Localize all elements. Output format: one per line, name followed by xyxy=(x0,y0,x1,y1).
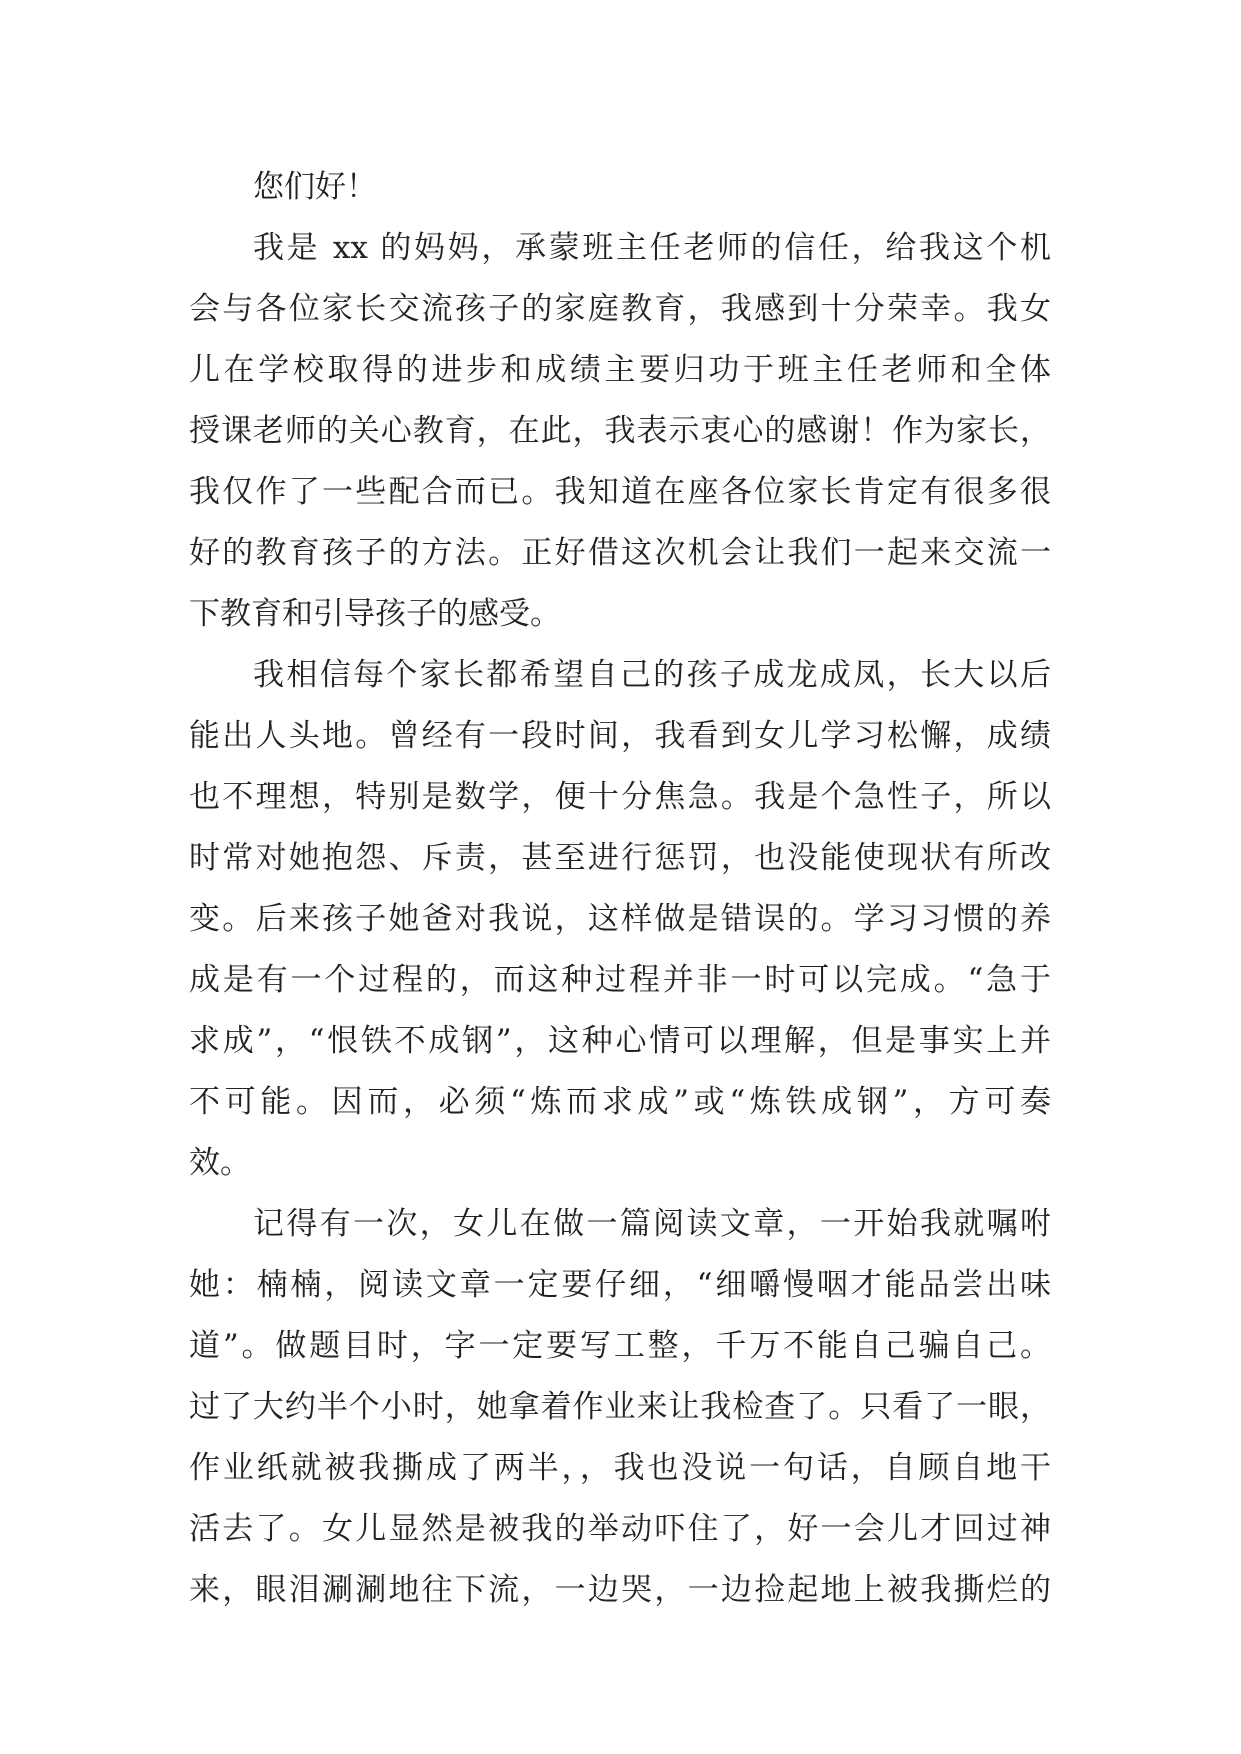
greeting-line: 您们好！ xyxy=(253,169,377,205)
paragraph-3-line: 道”。做题目时，字一定要写工整，千万不能自己骗自己。 xyxy=(189,1328,1051,1364)
paragraph-1-line: 下教育和引导孩子的感受。 xyxy=(189,596,561,632)
paragraph-2-line: 时常对她抱怨、斥责，甚至进行惩罚，也没能使现状有所改 xyxy=(189,840,1051,876)
paragraph-1-line: 会与各位家长交流孩子的家庭教育，我感到十分荣幸。我女 xyxy=(189,291,1051,327)
paragraph-1-line: 授课老师的关心教育，在此，我表示衷心的感谢！作为家长， xyxy=(189,413,1051,449)
paragraph-2-line: 成是有一个过程的，而这种过程并非一时可以完成。“急于 xyxy=(189,962,1051,998)
paragraph-2-line: 求成”，“恨铁不成钢”，这种心情可以理解，但是事实上并 xyxy=(189,1023,1051,1059)
paragraph-3-line: 她：楠楠，阅读文章一定要仔细，“细嚼慢咽才能品尝出味 xyxy=(189,1267,1051,1303)
paragraph-2-line: 能出人头地。曾经有一段时间，我看到女儿学习松懈，成绩 xyxy=(189,718,1051,754)
paragraph-2-line: 效。 xyxy=(189,1145,251,1181)
paragraph-2-line: 变。后来孩子她爸对我说，这样做是错误的。学习习惯的养 xyxy=(189,901,1051,937)
paragraph-1-line: 儿在学校取得的进步和成绩主要归功于班主任老师和全体 xyxy=(189,352,1051,388)
paragraph-1-line: 我是 xx 的妈妈，承蒙班主任老师的信任，给我这个机 xyxy=(253,230,1051,266)
paragraph-3-line: 作业纸就被我撕成了两半，，我也没说一句话，自顾自地干 xyxy=(189,1450,1051,1486)
paragraph-2-line: 不可能。因而，必须“炼而求成”或“炼铁成钢”，方可奏 xyxy=(189,1084,1051,1120)
paragraph-3-line: 记得有一次，女儿在做一篇阅读文章，一开始我就嘱咐 xyxy=(253,1206,1051,1242)
paragraph-3-line: 过了大约半个小时，她拿着作业来让我检查了。只看了一眼， xyxy=(189,1389,1051,1425)
document-body xyxy=(189,157,1051,1621)
paragraph-1-line: 好的教育孩子的方法。正好借这次机会让我们一起来交流一 xyxy=(189,535,1051,571)
paragraph-3-line: 来，眼泪涮涮地往下流，一边哭，一边捡起地上被我撕烂的 xyxy=(189,1572,1051,1608)
paragraph-3-line: 活去了。女儿显然是被我的举动吓住了，好一会儿才回过神 xyxy=(189,1511,1051,1547)
paragraph-1-line: 我仅作了一些配合而已。我知道在座各位家长肯定有很多很 xyxy=(189,474,1051,510)
paragraph-2-line: 我相信每个家长都希望自己的孩子成龙成凤，长大以后 xyxy=(253,657,1051,693)
paragraph-2-line: 也不理想，特别是数学，便十分焦急。我是个急性子，所以 xyxy=(189,779,1051,815)
